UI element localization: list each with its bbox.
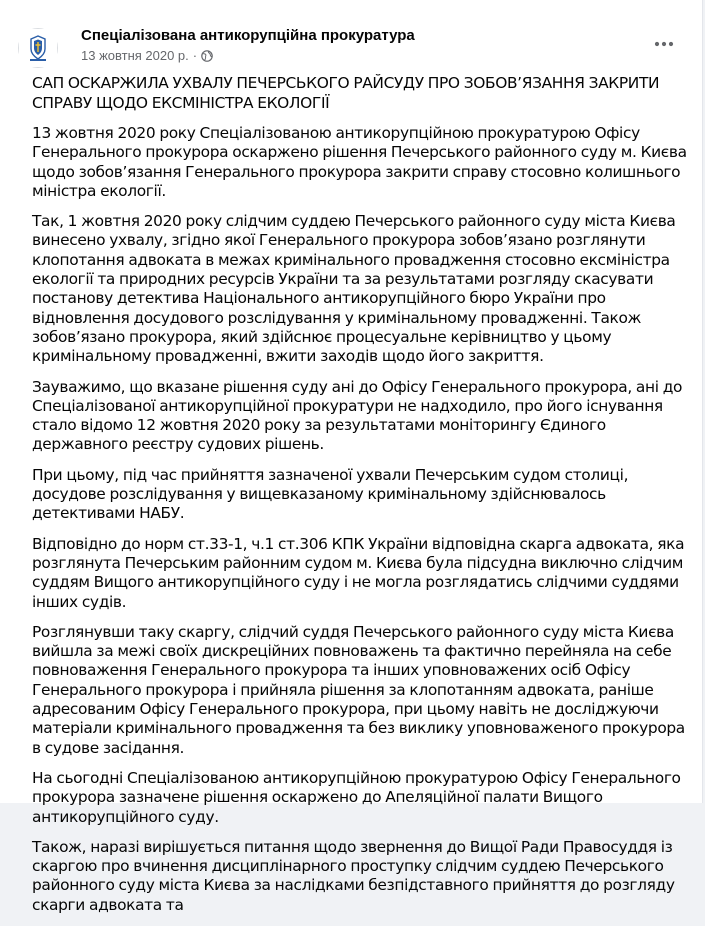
post-date-link[interactable]: 13 жовтня 2020 р. [81, 48, 189, 63]
meta-separator: · [192, 48, 198, 63]
more-options-icon[interactable] [650, 32, 678, 56]
post-paragraph: При цьому, під час прийняття зазначеної ухвали Печерським судом столиці, досудове розслідування у вищевказаному кримінальному здійснювалось детективами НАБУ. [32, 465, 629, 523]
prosecutor-emblem-icon [19, 29, 57, 67]
post-body [32, 74, 692, 926]
globe-icon[interactable] [201, 50, 213, 62]
post-paragraph: На сьогодні Спеціалізованою антикорупційною прокуратурою Офісу Генерального прокурора зазначене рішення оскаржено до Апеляційної палати Вищого антикорупційного суду. [32, 768, 681, 826]
post-meta [81, 48, 213, 63]
page-name-link[interactable]: Спеціалізована антикорупційна прокуратура [81, 27, 415, 44]
post-paragraph: 13 жовтня 2020 року Спеціалізованою антикорупційною прокуратурою Офісу Генерального прокурора оскаржено рішення Печерського районного суду м. Києва щодо зобов’язання Генерального прокурора закрити справу стосовно колишнього міністра екології. [32, 124, 687, 200]
post-title: САП ОСКАРЖИЛА УХВАЛУ ПЕЧЕРСЬКОГО РАЙСУДУ ПРО ЗОБОВ’ЯЗАННЯ ЗАКРИТИ СПРАВУ ЩОДО ЕКСМІНІСТРА ЕКОЛОГІЇ [32, 74, 660, 112]
post-paragraph: Також, наразі вирішується питання щодо звернення до Вищої Ради Правосуддя із скаргою про вчинення дисциплінарного проступку слідчим суддею Печерського районного суду міста Києва за наслідками безпідставного прийняття до розгляду скарги адвоката та [32, 837, 675, 914]
post-paragraph: Відповідно до норм ст.33-1, ч.1 ст.306 КПК України відповідна скарга адвоката, яка розглянута Печерським районним судом м. Києва була підсудна виключно слідчим суддям Вищого антикорупційного суду і не могла розглядатись слідчими суддями інших судів. [32, 534, 685, 611]
page-avatar[interactable] [18, 28, 58, 68]
post-paragraph: Розглянувши таку скаргу, слідчий суддя Печерського районного суду міста Києва вийшла за межі своїх дискреційних повноважень та фактично перейняла на себе повноваження Генерального прокурора та інших уповноважених осіб Офісу Генерального прокурора і прийняла рішення за клопотанням адвоката, раніше адресованим Офісу Генерального прокурора, при цьому навіть не досліджуючи матеріали кримінального провадження та без виклику уповноваженого прокурора в судове засідання. [32, 622, 685, 757]
post-paragraph: Так, 1 жовтня 2020 року слідчим суддею Печерського районного суду міста Києва винесено ухвалу, згідно якої Генерального прокурора зобов’язано розглянути клопотання адвоката в межах кримінального провадження стосовно ексміністра екології та природних ресурсів України та за результатами розгляду скасувати постанову детектива Національного антикорупційного бюро України про відновлення досудового розслідування у кримінальному провадженні. Також зобов’язано прокурора, який здійснює процесуальне керівництво у цьому кримінальному провадженні, вжити заходів щодо його закриття. [32, 212, 676, 366]
post-paragraph: Зауважимо, що вказане рішення суду ані до Офісу Генерального прокурора, ані до Спеціалізованої антикорупційної прокуратури не надходило, про його існування стало відомо 12 жовтня 2020 року за результатами моніторингу Єдиного державного реєстру судових рішень. [32, 377, 683, 454]
